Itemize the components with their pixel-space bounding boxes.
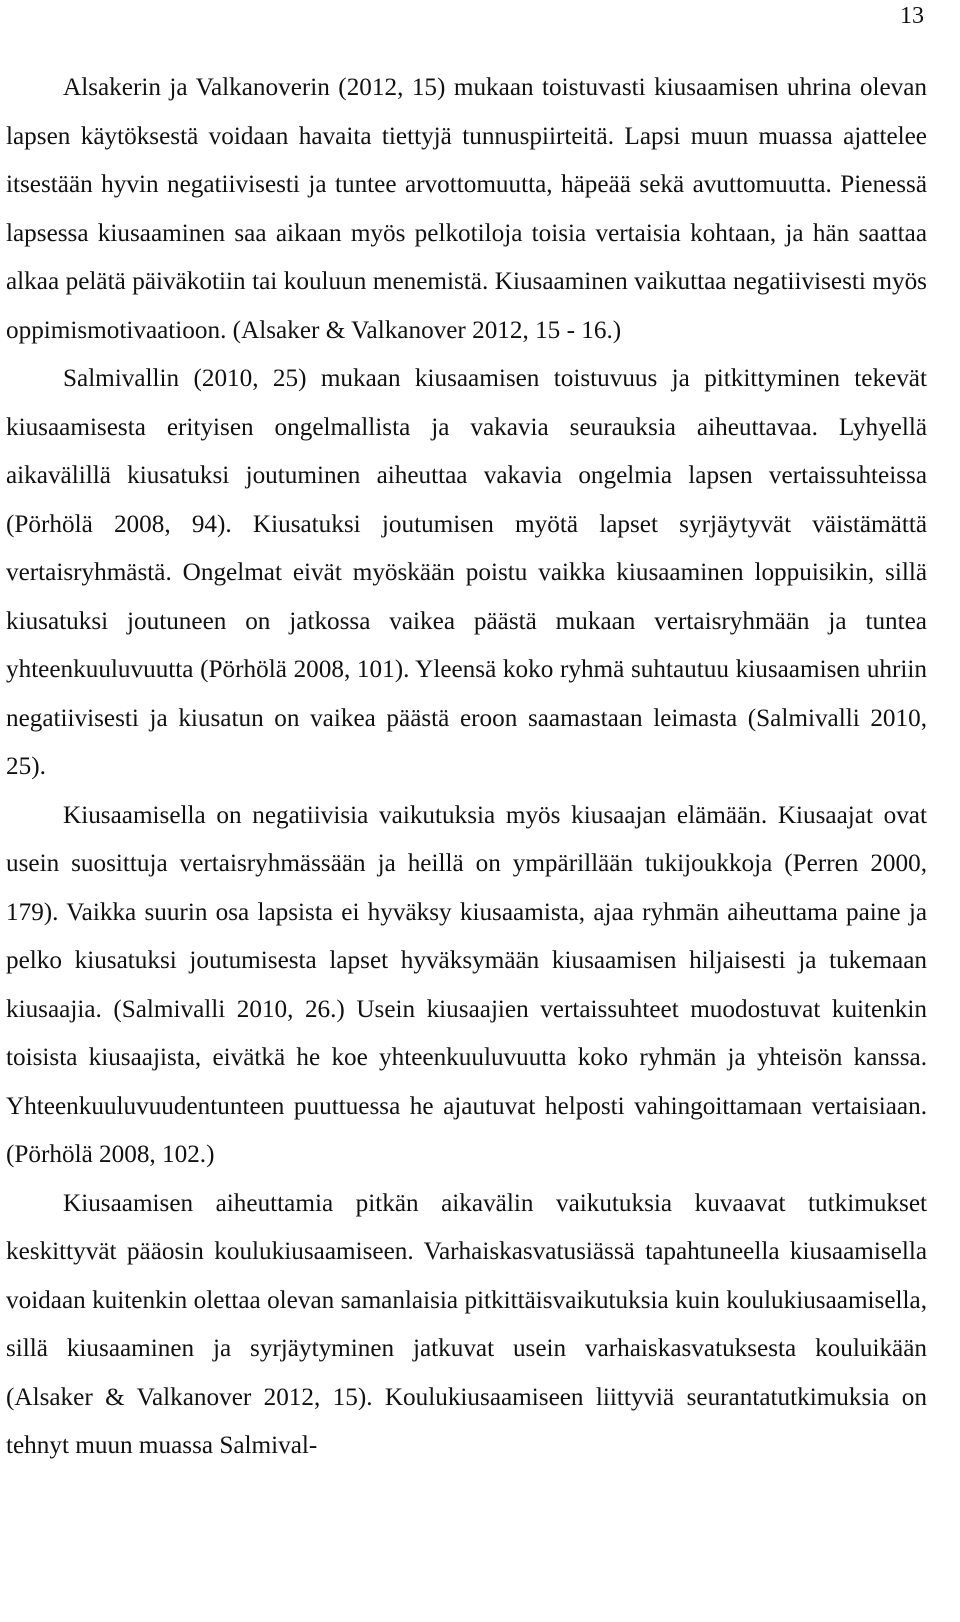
paragraph-victim-traits: Alsakerin ja Valkanoverin (2012, 15) mukaan toistuvasti kiusaamisen uhrina olevan lapsen käytöksestä voidaan havaita tiettyjä tunnuspiirteitä. Lapsi muun muassa ajattelee itsestään hyvin negatiivisesti ja tuntee arvottomuutta, häpeää sekä avuttomuutta. Pienessä lapsessa kiusaaminen saa aikaan myös pelkotiloja toisia vertaisia kohtaan, ja hän saattaa alkaa pelätä päiväkotiin tai kouluun menemistä. Kiusaaminen vaikuttaa negatiivisesti myös oppimismotivaatioon. (Alsaker & Valkanover 2012, 15 - 16.) (6, 74, 927, 344)
document-body (6, 64, 927, 1471)
page-number: 13 (900, 3, 924, 29)
paragraph-bully-effects: Kiusaamisella on negatiivisia vaikutuksia myös kiusaajan elämään. Kiusaajat ovat usein suosittuja vertaisryhmässään ja heillä on ympärillään tukijoukkoja (Perren 2000, 179). Vaikka suurin osa lapsista ei hyväksy kiusaamista, ajaa ryhmän aiheuttama paine ja pelko kiusatuksi joutumisesta lapset hyväksymään kiusaamisen hiljaisesti ja tukemaan kiusaajia. (Salmivalli 2010, 26.) Usein kiusaajien vertaissuhteet muodostuvat kuitenkin toisista kiusaajista, eivätkä he koe yhteenkuuluvuutta koko ryhmän ja yhteisön kanssa. Yhteenkuuluvuudentunteen puuttuessa he ajautuvat helposti vahingoittamaan vertaisiaan. (Pörhölä 2008, 102.) (6, 801, 927, 1168)
paragraph-long-term-effects: Kiusaamisen aiheuttamia pitkän aikavälin vaikutuksia kuvaavat tutkimukset keskittyvät pääosin koulukiusaamiseen. Varhaiskasvatusiässä tapahtuneella kiusaamisella voidaan kuitenkin olettaa olevan samanlaisia pitkittäisvaikutuksia kuin koulukiusaamisella, sillä kiusaaminen ja syrjäytyminen jatkuvat usein varhaiskasvatuksesta kouluikään (Alsaker & Valkanover 2012, 15). Koulukiusaamiseen liittyviä seurantatutkimuksia on tehnyt muun muassa Salmival- (6, 1189, 927, 1459)
paragraph-consequences: Salmivallin (2010, 25) mukaan kiusaamisen toistuvuus ja pitkittyminen tekevät kiusaamisesta erityisen ongelmallista ja vakavia seurauksia aiheuttavaa. Lyhyellä aikavälillä kiusatuksi joutuminen aiheuttaa vakavia ongelmia lapsen vertaissuhteissa (Pörhölä 2008, 94). Kiusatuksi joutumisen myötä lapset syrjäytyvät väistämättä vertaisryhmästä. Ongelmat eivät myöskään poistu vaikka kiusaaminen loppuisikin, sillä kiusatuksi joutuneen on jatkossa vaikea päästä mukaan vertaisryhmään ja tuntea yhteenkuuluvuutta (Pörhölä 2008, 101). Yleensä koko ryhmä suhtautuu kiusaamisen uhriin negatiivisesti ja kiusatun on vaikea päästä eroon saamastaan leimasta (Salmivalli 2010, 25). (6, 365, 927, 780)
